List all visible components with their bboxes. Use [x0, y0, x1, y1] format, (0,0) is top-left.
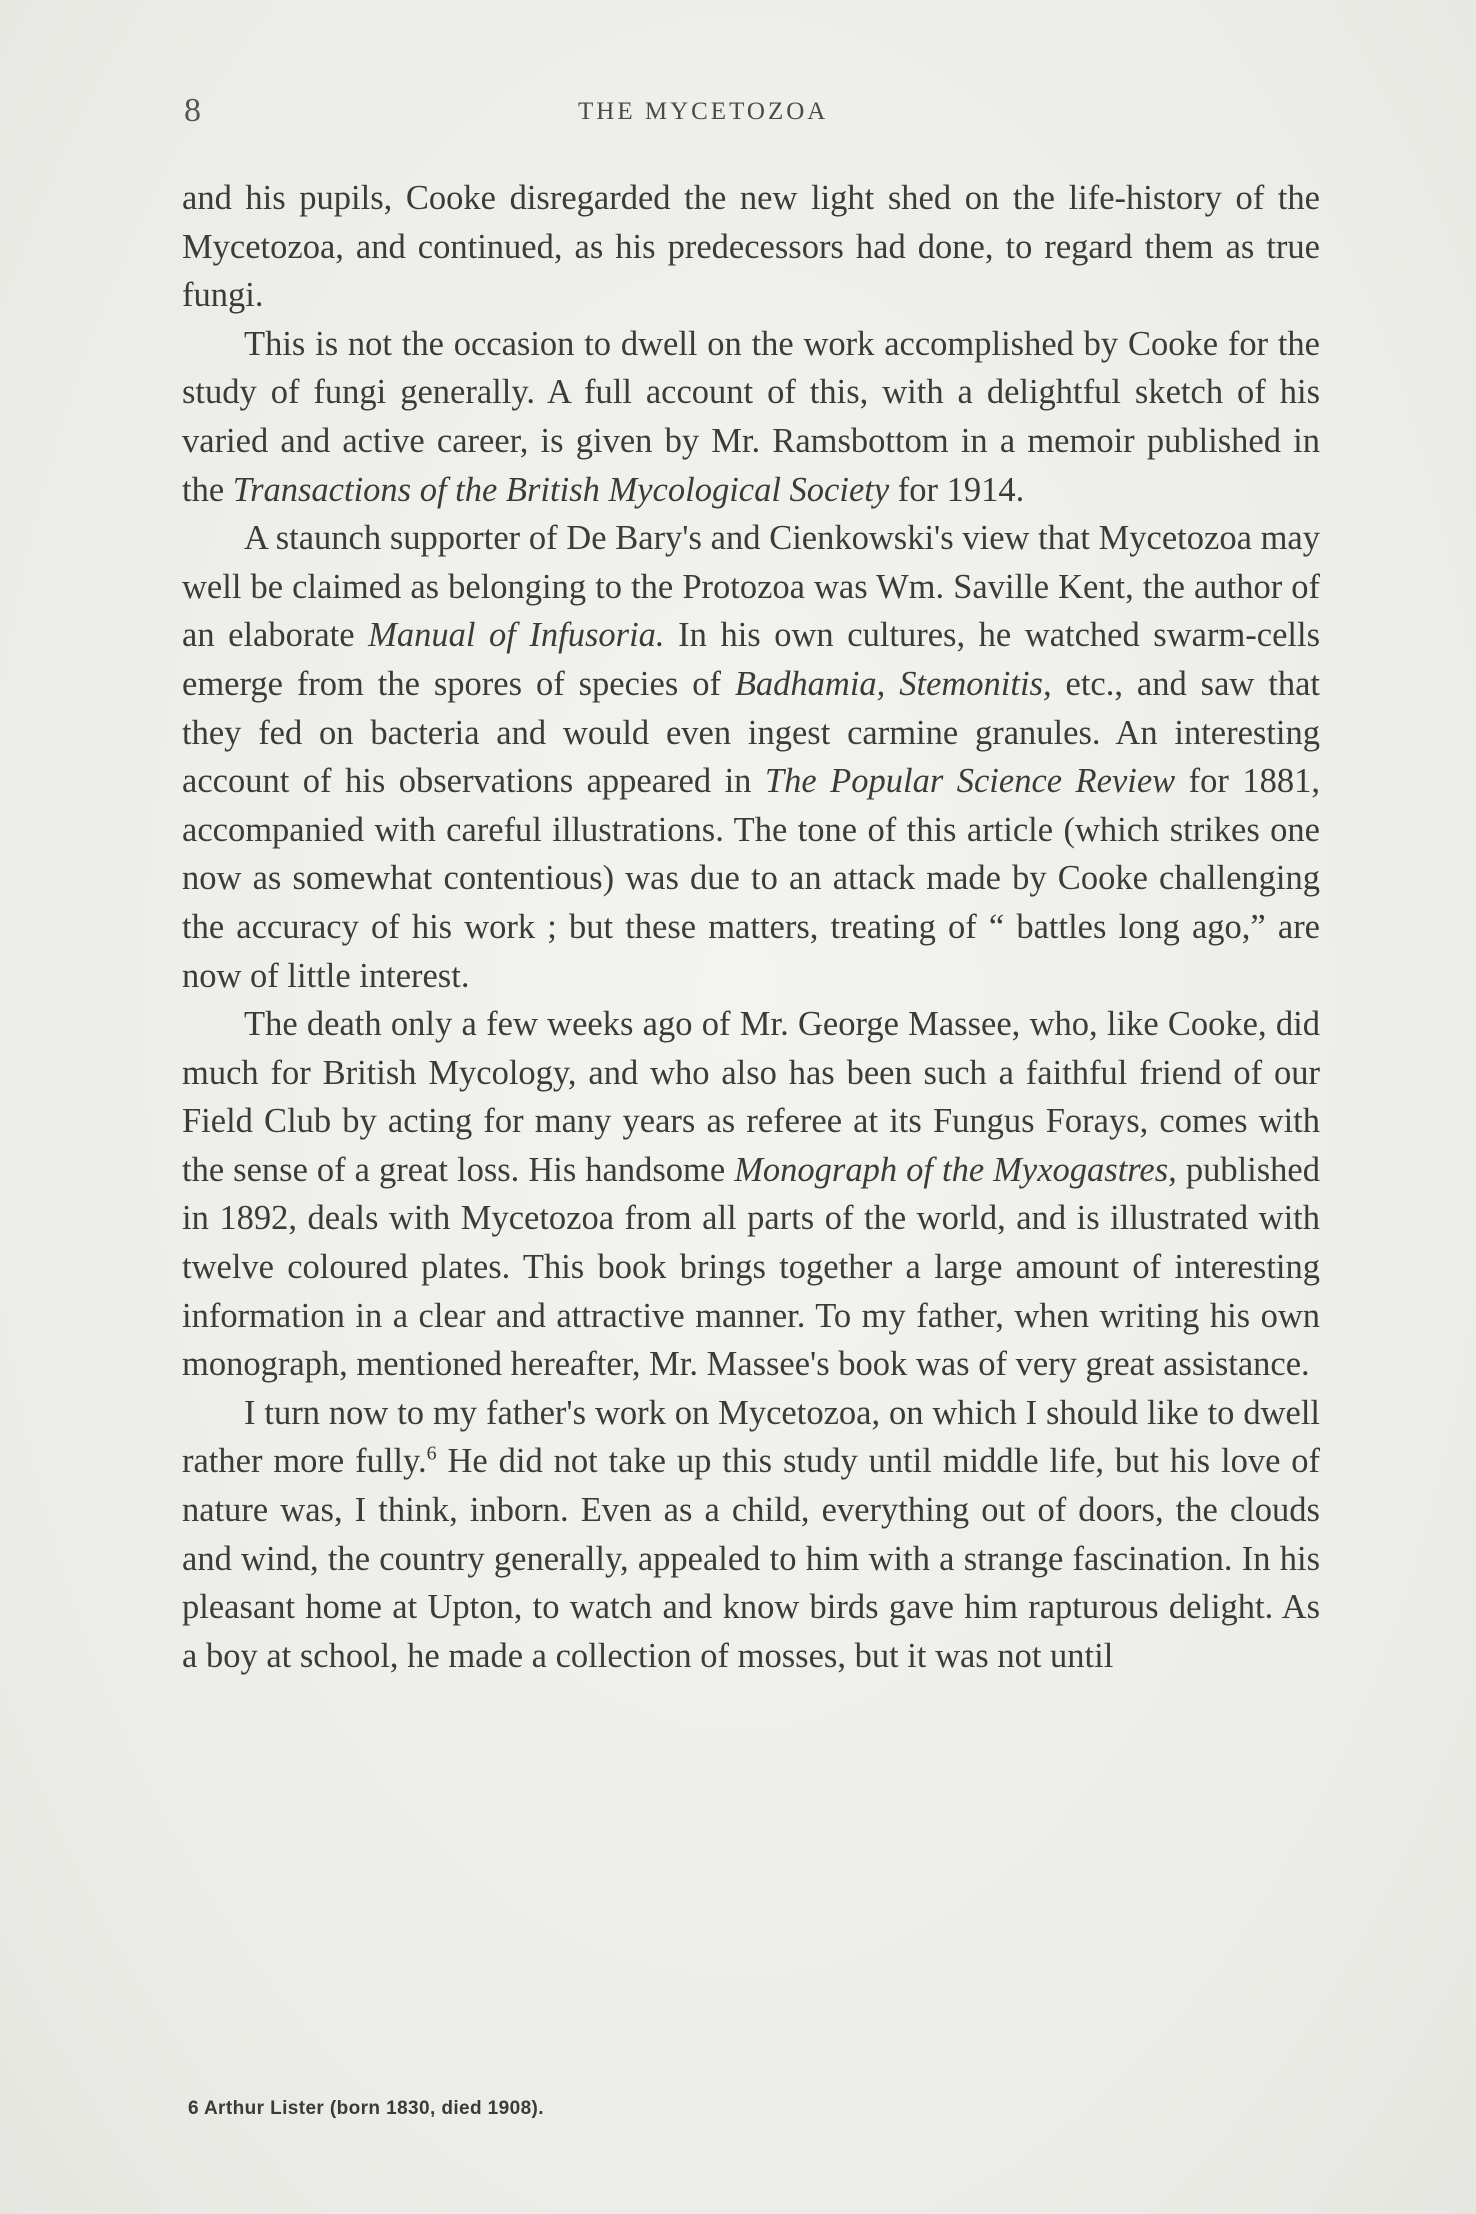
paragraph	[182, 514, 1320, 1000]
body-text	[182, 174, 1320, 1680]
running-head: THE MYCETOZOA	[578, 98, 829, 125]
paragraph	[182, 174, 1320, 320]
italic-title: Transactions of the British Mycological Society	[232, 470, 890, 509]
page-header	[0, 90, 1476, 130]
text-run: for 1881, accompanied with careful illustrations. The tone of this article (which strikes one now as somewhat contentious) was due to an attack made by Cooke challenging the accuracy of his work ; but these matters, treating of “ battles long ago,” are now of little interest.	[182, 762, 1320, 995]
text-run: published in 1892, deals with Mycetozoa from all parts of the world, and is illustrated with twelve coloured plates. This book brings together a large amount of interesting information in a clear and attractive manner. To my father, when writing his own monograph, mentioned hereafter, Mr. Massee's book was of very great assistance.	[182, 1150, 1320, 1384]
text-run: for 1914.	[889, 470, 1025, 509]
paragraph	[182, 1000, 1320, 1389]
text-run: A staunch supporter of De Bary's and Cienkowski's view that Mycetozoa may well be claimed as belonging to the Protozoa was Wm. Saville Kent, the author of an elaborate	[182, 519, 1320, 655]
text-run: I turn now to my father's work on Mycetozoa, on which I should like to dwell rather more fully.	[182, 1393, 1320, 1481]
text-run: etc., and saw that they fed on bacteria and would even ingest carmine granules. An interesting account of his observations appeared in	[182, 664, 1320, 801]
italic-title: Badhamia, Stemonitis,	[734, 664, 1052, 703]
italic-title: Manual of Infusoria.	[368, 616, 665, 655]
text-run: and his pupils, Cooke disregarded the new light shed on the life-history of the Mycetozoa, and continued, as his predecessors had done, to regard them as true fungi.	[182, 179, 1320, 315]
text-run: The death only a few weeks ago of Mr. George Massee, who, like Cooke, did much for British Mycology, and who also has been such a faithful friend of our Field Club by acting for many years as referee at its Fungus Forays, comes with the sense of a great loss. His handsome	[182, 1005, 1320, 1189]
page-number: 8	[184, 92, 201, 129]
paragraph	[182, 1389, 1320, 1681]
italic-title: The Popular Science Review	[764, 762, 1176, 801]
footnote: 6 Arthur Lister (born 1830, died 1908).	[188, 2098, 544, 2119]
footnote-marker: 6	[426, 1442, 437, 1465]
paragraph	[182, 320, 1320, 514]
text-run: This is not the occasion to dwell on the work accomplished by Cooke for the study of fungi generally. A full account of this, with a delightful sketch of his varied and active career, is given by Mr. Ramsbottom in a memoir published in the	[182, 324, 1320, 509]
text-run: He did not take up this study until middle life, but his love of nature was, I think, inborn. Even as a child, everything out of doors, the clouds and wind, the country generally, appealed to him with a strange fascination. In his pleasant home at Upton, to watch and know birds gave him rapturous delight. As a boy at school, he made a collection of mosses, but it was not until	[182, 1442, 1320, 1675]
italic-title: Monograph of the Myxogastres,	[734, 1150, 1177, 1189]
text-run: In his own cultures, he watched swarm-cells emerge from the spores of species of	[182, 616, 1320, 703]
